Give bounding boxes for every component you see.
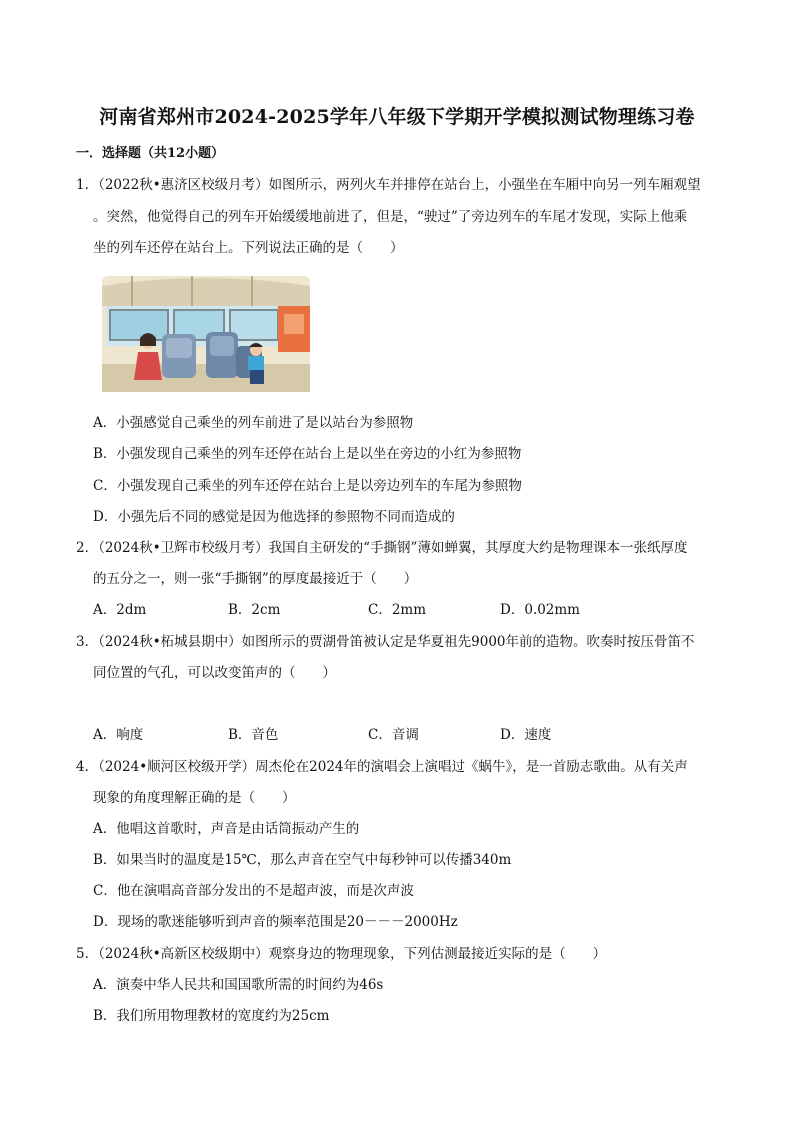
- question-4-option-b: B．如果当时的温度是15℃，那么声音在空气中每秒钟可以传播340m: [93, 852, 512, 868]
- question-3-option-d: D．速度: [500, 727, 552, 743]
- section-heading: 一．选择题（共12小题）: [76, 146, 225, 161]
- question-2-option-d: D．0.02mm: [500, 602, 580, 618]
- question-1-option-d: D．小强先后不同的感觉是因为他选择的参照物不同而造成的: [93, 509, 455, 525]
- page-title: 河南省郑州市2024-2025学年八年级下学期开学模拟测试物理练习卷: [99, 106, 695, 128]
- question-4-line-2: 现象的角度理解正确的是（ ）: [93, 790, 296, 806]
- question-5-option-b: B．我们所用物理教材的宽度约为25cm: [93, 1008, 330, 1024]
- question-2-option-a: A．2dm: [93, 602, 147, 618]
- question-3-option-a: A．响度: [93, 727, 144, 743]
- question-5-option-a: A．演奏中华人民共和国国歌所需的时间约为46s: [93, 977, 384, 993]
- question-4-line-1: 4．（2024•顺河区校级开学）周杰伦在2024年的演唱会上演唱过《蜗牛》，是一首励志歌曲。从有关声: [76, 759, 688, 775]
- question-5-line-1: 5．（2024秋•高新区校级期中）观察身边的物理现象，下列估测最接近实际的是（ ）: [76, 946, 607, 962]
- question-1-option-b: B．小强发现自己乘坐的列车还停在站台上是以坐在旁边的小红为参照物: [93, 446, 522, 462]
- question-3-line-2: 同位置的气孔，可以改变笛声的（ ）: [93, 665, 336, 681]
- question-3-line-1: 3．（2024秋•柘城县期中）如图所示的贾湖骨笛被认定是华夏祖先9000年前的造物。吹奏时按压骨笛不: [76, 634, 695, 650]
- question-2-option-c: C．2mm: [368, 602, 427, 618]
- question-3-option-b: B．音色: [228, 727, 279, 743]
- question-4-option-a: A．他唱这首歌时，声音是由话筒振动产生的: [93, 821, 360, 837]
- question-2-line-1: 2．（2024秋•卫辉市校级月考）我国自主研发的“手撕钢”薄如蝉翼，其厚度大约是物理课本一张纸厚度: [76, 540, 688, 556]
- question-1-option-a: A．小强感觉自己乘坐的列车前进了是以站台为参照物: [93, 415, 414, 431]
- question-3-option-c: C．音调: [368, 727, 419, 743]
- question-4-option-d: D．现场的歌迷能够听到声音的频率范围是20－－－2000Hz: [93, 914, 458, 930]
- question-1-option-c: C．小强发现自己乘坐的列车还停在站台上是以旁边列车的车尾为参照物: [93, 478, 522, 494]
- train-carriage-illustration: [102, 276, 310, 392]
- question-2-line-2: 的五分之一，则一张“手撕钢”的厚度最接近于（ ）: [93, 571, 418, 587]
- question-1-line-3: 坐的列车还停在站台上。下列说法正确的是（ ）: [93, 240, 404, 256]
- question-1-line-2: 。突然，他觉得自己的列车开始缓缓地前进了，但是，“驶过”了旁边列车的车尾才发现，实际上他乘: [93, 209, 688, 225]
- question-2-option-b: B．2cm: [228, 602, 281, 618]
- question-1-line-1: 1．（2022秋•惠济区校级月考）如图所示，两列火车并排停在站台上，小强坐在车厢中向另一列车厢观望: [76, 177, 701, 193]
- question-4-option-c: C．他在演唱高音部分发出的不是超声波，而是次声波: [93, 883, 414, 899]
